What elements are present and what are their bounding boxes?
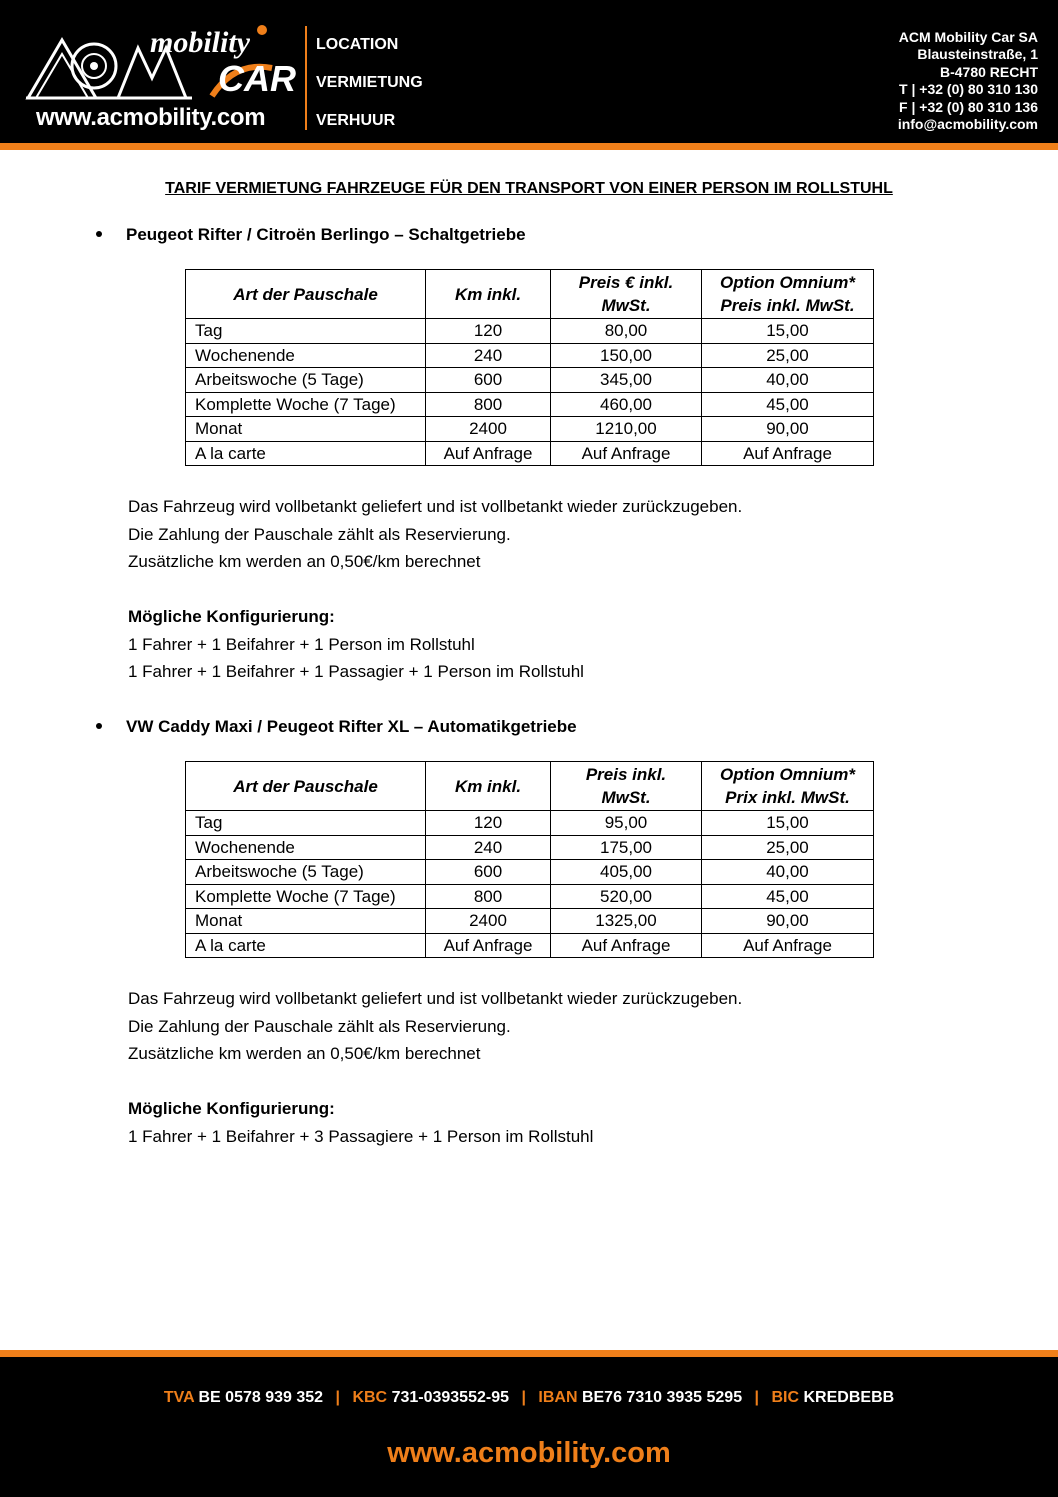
company-street: Blausteinstraße, 1 [917, 46, 1038, 63]
table-row [186, 343, 874, 368]
table-cell: A la carte [186, 933, 426, 958]
table-cell: Wochenende [186, 343, 426, 368]
bic-label: BIC [771, 1389, 800, 1406]
table-row [186, 884, 874, 909]
separator: | [335, 1389, 340, 1406]
note-line: Zusätzliche km werden an 0,50€/km berechnet [128, 552, 481, 571]
table-header-cell: Km inkl. [426, 270, 551, 319]
table-cell: 150,00 [551, 343, 702, 368]
table-cell: 15,00 [702, 811, 874, 836]
table-cell: 1210,00 [551, 417, 702, 442]
table-row [186, 417, 874, 442]
table-header-cell: Art der Pauschale [186, 762, 426, 811]
company-address [898, 29, 1038, 133]
bank-details [0, 1389, 1058, 1407]
vat-label: TVA [163, 1389, 195, 1406]
table-cell: 90,00 [702, 417, 874, 442]
company-email[interactable]: info@acmobility.com [897, 116, 1038, 133]
company-name: ACM Mobility Car SA [898, 29, 1038, 45]
table-cell: 800 [426, 392, 551, 417]
logo-url[interactable]: www.acmobility.com [36, 104, 266, 131]
table-cell: 45,00 [702, 884, 874, 909]
table-cell: Auf Anfrage [551, 441, 702, 466]
table-cell: Auf Anfrage [426, 933, 551, 958]
company-logo [22, 18, 307, 136]
table-row [186, 835, 874, 860]
config-line: 1 Fahrer + 1 Beifahrer + 1 Person im Rollstuhl [128, 634, 475, 654]
separator: | [521, 1389, 526, 1406]
page-footer [0, 1350, 1058, 1497]
table-row [186, 368, 874, 393]
table-cell: 405,00 [551, 860, 702, 885]
kbc-value: 731-0393552-95 [391, 1389, 509, 1406]
table-cell: 120 [426, 319, 551, 344]
table-cell: 600 [426, 860, 551, 885]
note-line: Die Zahlung der Pauschale zählt als Reservierung. [128, 1016, 511, 1036]
note-line: Die Zahlung der Pauschale zählt als Reservierung. [128, 524, 511, 544]
table-cell: Komplette Woche (7 Tage) [186, 392, 426, 417]
config-line: 1 Fahrer + 1 Beifahrer + 1 Passagier + 1 Person im Rollstuhl [128, 662, 584, 681]
config-title: Mögliche Konfigurierung: [128, 1099, 335, 1118]
note-line: Zusätzliche km werden an 0,50€/km berechnet [128, 1044, 481, 1063]
company-city: B-4780 RECHT [939, 63, 1038, 80]
table-cell: Komplette Woche (7 Tage) [186, 884, 426, 909]
table-cell: 2400 [426, 417, 551, 442]
table-cell: 45,00 [702, 392, 874, 417]
table-cell: 80,00 [551, 319, 702, 344]
table-cell: 120 [426, 811, 551, 836]
table-row [186, 811, 874, 836]
table-row [186, 909, 874, 934]
table-cell: 25,00 [702, 343, 874, 368]
table-cell: 40,00 [702, 368, 874, 393]
table-header-cell: Art der Pauschale [186, 270, 426, 319]
table-header-cell: Preis inkl. MwSt. [551, 762, 702, 811]
bullet-icon [96, 723, 102, 729]
table-row [186, 441, 874, 466]
table-cell: 240 [426, 835, 551, 860]
table-cell: 1325,00 [551, 909, 702, 934]
logo-brand-mobility: mobility [150, 26, 250, 59]
table-cell: Tag [186, 319, 426, 344]
separator: | [754, 1389, 760, 1406]
bic-value: KREDBEBB [803, 1389, 895, 1406]
config-line: 1 Fahrer + 1 Beifahrer + 3 Passagiere + 1 Person im Rollstuhl [128, 1126, 594, 1146]
table-cell: 345,00 [551, 368, 702, 393]
table-row [186, 860, 874, 885]
section-1-heading-text: Peugeot Rifter / Citroën Berlingo – Schaltgetriebe [126, 225, 526, 244]
table-row [186, 319, 874, 344]
iban-label: IBAN [538, 1389, 578, 1406]
table-cell: 40,00 [702, 860, 874, 885]
table-cell: Auf Anfrage [551, 933, 702, 958]
table-cell: 15,00 [702, 319, 874, 344]
company-phone: T | +32 (0) 80 310 130 [899, 81, 1038, 98]
table-cell: 460,00 [551, 392, 702, 417]
service-verhuur: VERHUUR [316, 112, 396, 129]
page-header [0, 0, 1058, 150]
section-1-heading [96, 225, 526, 245]
table-header-row [186, 762, 874, 811]
table-cell: Monat [186, 909, 426, 934]
table-cell: 175,00 [551, 835, 702, 860]
rate-table-2 [185, 761, 874, 958]
section-2-heading [96, 717, 577, 737]
header-divider [305, 26, 307, 130]
table-header-cell: Preis € inkl. MwSt. [551, 270, 702, 319]
service-vermietung: VERMIETUNG [316, 74, 423, 91]
table-cell: 240 [426, 343, 551, 368]
note-line: Das Fahrzeug wird vollbetankt geliefert und ist vollbetankt wieder zurückzugeben. [128, 989, 743, 1008]
vat-value: BE 0578 939 352 [198, 1389, 324, 1406]
table-cell: Wochenende [186, 835, 426, 860]
table-header-row [186, 270, 874, 319]
table-row [186, 392, 874, 417]
table-header-cell: Km inkl. [426, 762, 551, 811]
table-cell: 520,00 [551, 884, 702, 909]
logo-brand-car: CAR [218, 58, 296, 99]
table-cell: Arbeitswoche (5 Tage) [186, 860, 426, 885]
table-header-cell: Option Omnium* Preis inkl. MwSt. [702, 270, 874, 319]
table-cell: Auf Anfrage [426, 441, 551, 466]
bullet-icon [96, 231, 102, 237]
note-line: Das Fahrzeug wird vollbetankt geliefert und ist vollbetankt wieder zurückzugeben. [128, 497, 743, 516]
footer-url[interactable]: www.acmobility.com [387, 1437, 671, 1469]
document-title: TARIF VERMIETUNG FAHRZEUGE FÜR DEN TRANSPORT VON EINER PERSON IM ROLLSTUHL [165, 180, 893, 197]
kbc-label: KBC [352, 1389, 388, 1406]
table-cell: 2400 [426, 909, 551, 934]
table-cell: Auf Anfrage [702, 933, 874, 958]
table-cell: 800 [426, 884, 551, 909]
table-cell: 90,00 [702, 909, 874, 934]
service-location: LOCATION [316, 36, 399, 53]
company-fax: F | +32 (0) 80 310 136 [899, 98, 1038, 115]
section-2-notes [128, 985, 742, 1150]
section-2-heading-text: VW Caddy Maxi / Peugeot Rifter XL – Automatikgetriebe [126, 717, 577, 736]
section-1-notes [128, 493, 742, 686]
table-cell: A la carte [186, 441, 426, 466]
config-title: Mögliche Konfigurierung: [128, 607, 335, 626]
service-list [316, 34, 423, 148]
table-cell: 600 [426, 368, 551, 393]
table-cell: Arbeitswoche (5 Tage) [186, 368, 426, 393]
table-cell: Monat [186, 417, 426, 442]
table-header-cell: Option Omnium* Prix inkl. MwSt. [702, 762, 874, 811]
table-row [186, 933, 874, 958]
table-cell: Tag [186, 811, 426, 836]
table-cell: 25,00 [702, 835, 874, 860]
iban-value: BE76 7310 3935 5295 [581, 1389, 743, 1406]
rate-table-1 [185, 269, 874, 466]
table-cell: 95,00 [551, 811, 702, 836]
table-cell: Auf Anfrage [702, 441, 874, 466]
